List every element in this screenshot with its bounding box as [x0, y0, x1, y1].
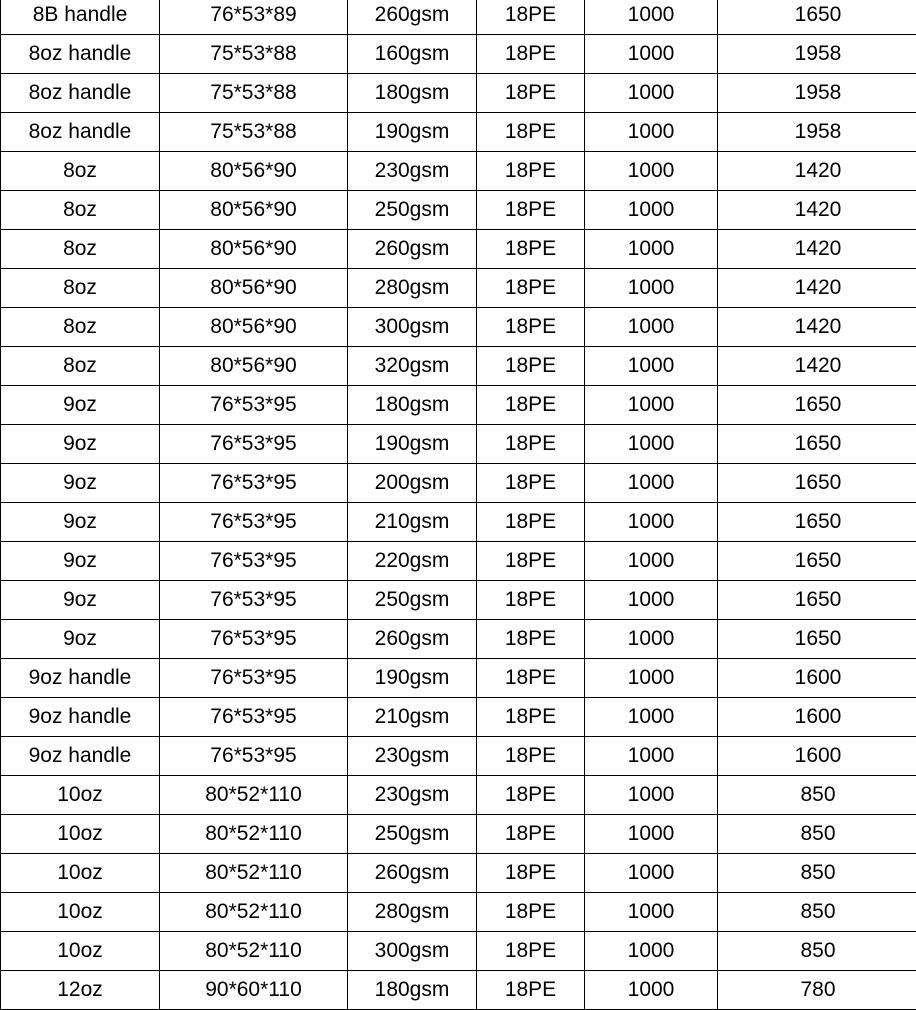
paper-weight-cell: 230gsm: [348, 152, 477, 191]
quantity-cell: 1000: [585, 854, 718, 893]
paper-weight-cell: 300gsm: [348, 308, 477, 347]
table-row: [1, 815, 916, 854]
count-cell: 1650: [718, 542, 916, 581]
coating-cell: 18PE: [477, 581, 585, 620]
quantity-cell: 1000: [585, 0, 718, 35]
coating-cell: 18PE: [477, 932, 585, 971]
paper-weight-cell: 300gsm: [348, 932, 477, 971]
dimensions-cell: 76*53*95: [160, 542, 348, 581]
coating-cell: 18PE: [477, 659, 585, 698]
coating-cell: 18PE: [477, 620, 585, 659]
paper-weight-cell: 250gsm: [348, 581, 477, 620]
quantity-cell: 1000: [585, 503, 718, 542]
dimensions-cell: 76*53*89: [160, 0, 348, 35]
cup-size-cell: 10oz: [1, 815, 160, 854]
table-row: [1, 581, 916, 620]
count-cell: 1600: [718, 698, 916, 737]
quantity-cell: 1000: [585, 191, 718, 230]
table-row: [1, 971, 916, 1010]
coating-cell: 18PE: [477, 152, 585, 191]
cup-size-cell: 9oz handle: [1, 698, 160, 737]
quantity-cell: 1000: [585, 386, 718, 425]
table-row: [1, 74, 916, 113]
cup-size-cell: 8B handle: [1, 0, 160, 35]
table-row: [1, 425, 916, 464]
table-row: [1, 776, 916, 815]
quantity-cell: 1000: [585, 971, 718, 1010]
paper-weight-cell: 250gsm: [348, 815, 477, 854]
count-cell: 850: [718, 776, 916, 815]
quantity-cell: 1000: [585, 152, 718, 191]
coating-cell: 18PE: [477, 893, 585, 932]
paper-weight-cell: 190gsm: [348, 425, 477, 464]
paper-weight-cell: 200gsm: [348, 464, 477, 503]
coating-cell: 18PE: [477, 113, 585, 152]
count-cell: 1420: [718, 152, 916, 191]
dimensions-cell: 76*53*95: [160, 503, 348, 542]
cup-size-cell: 10oz: [1, 854, 160, 893]
paper-weight-cell: 180gsm: [348, 971, 477, 1010]
cup-size-cell: 8oz: [1, 347, 160, 386]
coating-cell: 18PE: [477, 230, 585, 269]
dimensions-cell: 75*53*88: [160, 74, 348, 113]
dimensions-cell: 80*56*90: [160, 152, 348, 191]
quantity-cell: 1000: [585, 737, 718, 776]
count-cell: 1650: [718, 464, 916, 503]
paper-weight-cell: 160gsm: [348, 35, 477, 74]
count-cell: 1600: [718, 737, 916, 776]
table-row: [1, 35, 916, 74]
paper-weight-cell: 260gsm: [348, 854, 477, 893]
count-cell: 1600: [718, 659, 916, 698]
count-cell: 1420: [718, 347, 916, 386]
quantity-cell: 1000: [585, 620, 718, 659]
quantity-cell: 1000: [585, 581, 718, 620]
quantity-cell: 1000: [585, 347, 718, 386]
table-row: [1, 347, 916, 386]
paper-weight-cell: 260gsm: [348, 620, 477, 659]
dimensions-cell: 80*56*90: [160, 269, 348, 308]
table-row: [1, 893, 916, 932]
table-row: [1, 932, 916, 971]
table-row: [1, 659, 916, 698]
dimensions-cell: 75*53*88: [160, 113, 348, 152]
dimensions-cell: 76*53*95: [160, 620, 348, 659]
quantity-cell: 1000: [585, 35, 718, 74]
paper-weight-cell: 190gsm: [348, 659, 477, 698]
cup-size-cell: 9oz handle: [1, 737, 160, 776]
coating-cell: 18PE: [477, 269, 585, 308]
cup-size-cell: 9oz handle: [1, 659, 160, 698]
count-cell: 1420: [718, 230, 916, 269]
paper-weight-cell: 210gsm: [348, 698, 477, 737]
dimensions-cell: 80*56*90: [160, 230, 348, 269]
coating-cell: 18PE: [477, 74, 585, 113]
count-cell: 1958: [718, 35, 916, 74]
cup-size-cell: 8oz: [1, 308, 160, 347]
table-row: [1, 620, 916, 659]
dimensions-cell: 80*52*110: [160, 893, 348, 932]
dimensions-cell: 80*56*90: [160, 347, 348, 386]
dimensions-cell: 76*53*95: [160, 659, 348, 698]
table-row: [1, 854, 916, 893]
table-row: [1, 737, 916, 776]
quantity-cell: 1000: [585, 308, 718, 347]
cup-size-cell: 9oz: [1, 503, 160, 542]
quantity-cell: 1000: [585, 230, 718, 269]
table-row: [1, 698, 916, 737]
cup-size-cell: 8oz handle: [1, 113, 160, 152]
table-row: [1, 191, 916, 230]
coating-cell: 18PE: [477, 464, 585, 503]
cup-size-cell: 9oz: [1, 542, 160, 581]
coating-cell: 18PE: [477, 854, 585, 893]
cup-size-cell: 9oz: [1, 620, 160, 659]
count-cell: 850: [718, 893, 916, 932]
paper-weight-cell: 180gsm: [348, 74, 477, 113]
coating-cell: 18PE: [477, 815, 585, 854]
cup-size-cell: 8oz: [1, 230, 160, 269]
coating-cell: 18PE: [477, 35, 585, 74]
count-cell: 1420: [718, 269, 916, 308]
dimensions-cell: 76*53*95: [160, 581, 348, 620]
coating-cell: 18PE: [477, 503, 585, 542]
count-cell: 1650: [718, 581, 916, 620]
paper-weight-cell: 280gsm: [348, 269, 477, 308]
cup-size-cell: 8oz: [1, 152, 160, 191]
paper-weight-cell: 230gsm: [348, 737, 477, 776]
count-cell: 1650: [718, 386, 916, 425]
cup-size-cell: 8oz: [1, 269, 160, 308]
table-row: [1, 386, 916, 425]
dimensions-cell: 76*53*95: [160, 464, 348, 503]
cup-size-cell: 10oz: [1, 932, 160, 971]
cup-size-cell: 9oz: [1, 464, 160, 503]
paper-weight-cell: 260gsm: [348, 230, 477, 269]
coating-cell: 18PE: [477, 386, 585, 425]
paper-weight-cell: 320gsm: [348, 347, 477, 386]
dimensions-cell: 76*53*95: [160, 737, 348, 776]
count-cell: 850: [718, 854, 916, 893]
dimensions-cell: 76*53*95: [160, 425, 348, 464]
quantity-cell: 1000: [585, 74, 718, 113]
count-cell: 1420: [718, 308, 916, 347]
coating-cell: 18PE: [477, 191, 585, 230]
dimensions-cell: 76*53*95: [160, 698, 348, 737]
paper-weight-cell: 180gsm: [348, 386, 477, 425]
paper-weight-cell: 280gsm: [348, 893, 477, 932]
cup-size-cell: 8oz handle: [1, 74, 160, 113]
table-row: [1, 308, 916, 347]
quantity-cell: 1000: [585, 932, 718, 971]
cup-size-cell: 9oz: [1, 581, 160, 620]
paper-weight-cell: 210gsm: [348, 503, 477, 542]
paper-weight-cell: 250gsm: [348, 191, 477, 230]
cup-size-cell: 9oz: [1, 425, 160, 464]
quantity-cell: 1000: [585, 815, 718, 854]
quantity-cell: 1000: [585, 425, 718, 464]
table-row: [1, 0, 916, 35]
cup-size-cell: 12oz: [1, 971, 160, 1010]
quantity-cell: 1000: [585, 698, 718, 737]
quantity-cell: 1000: [585, 464, 718, 503]
paper-weight-cell: 220gsm: [348, 542, 477, 581]
cup-size-cell: 9oz: [1, 386, 160, 425]
quantity-cell: 1000: [585, 542, 718, 581]
quantity-cell: 1000: [585, 776, 718, 815]
dimensions-cell: 75*53*88: [160, 35, 348, 74]
cup-size-cell: 8oz: [1, 191, 160, 230]
table-row: [1, 269, 916, 308]
quantity-cell: 1000: [585, 269, 718, 308]
count-cell: 1650: [718, 620, 916, 659]
count-cell: 1958: [718, 113, 916, 152]
paper-weight-cell: 230gsm: [348, 776, 477, 815]
count-cell: 850: [718, 932, 916, 971]
table-row: [1, 464, 916, 503]
cup-size-cell: 10oz: [1, 776, 160, 815]
coating-cell: 18PE: [477, 698, 585, 737]
spec-table-body: [1, 0, 916, 1010]
coating-cell: 18PE: [477, 0, 585, 35]
count-cell: 1650: [718, 503, 916, 542]
cup-size-cell: 10oz: [1, 893, 160, 932]
table-row: [1, 503, 916, 542]
table-row: [1, 113, 916, 152]
dimensions-cell: 80*56*90: [160, 308, 348, 347]
coating-cell: 18PE: [477, 308, 585, 347]
dimensions-cell: 76*53*95: [160, 386, 348, 425]
dimensions-cell: 80*52*110: [160, 815, 348, 854]
coating-cell: 18PE: [477, 347, 585, 386]
dimensions-cell: 80*52*110: [160, 776, 348, 815]
count-cell: 780: [718, 971, 916, 1010]
table-row: [1, 152, 916, 191]
coating-cell: 18PE: [477, 425, 585, 464]
coating-cell: 18PE: [477, 776, 585, 815]
count-cell: 1650: [718, 0, 916, 35]
count-cell: 850: [718, 815, 916, 854]
dimensions-cell: 90*60*110: [160, 971, 348, 1010]
quantity-cell: 1000: [585, 893, 718, 932]
paper-weight-cell: 190gsm: [348, 113, 477, 152]
paper-weight-cell: 260gsm: [348, 0, 477, 35]
dimensions-cell: 80*52*110: [160, 854, 348, 893]
dimensions-cell: 80*56*90: [160, 191, 348, 230]
count-cell: 1420: [718, 191, 916, 230]
coating-cell: 18PE: [477, 971, 585, 1010]
cup-size-cell: 8oz handle: [1, 35, 160, 74]
quantity-cell: 1000: [585, 659, 718, 698]
count-cell: 1650: [718, 425, 916, 464]
dimensions-cell: 80*52*110: [160, 932, 348, 971]
table-row: [1, 542, 916, 581]
table-row: [1, 230, 916, 269]
quantity-cell: 1000: [585, 113, 718, 152]
coating-cell: 18PE: [477, 542, 585, 581]
coating-cell: 18PE: [477, 737, 585, 776]
count-cell: 1958: [718, 74, 916, 113]
